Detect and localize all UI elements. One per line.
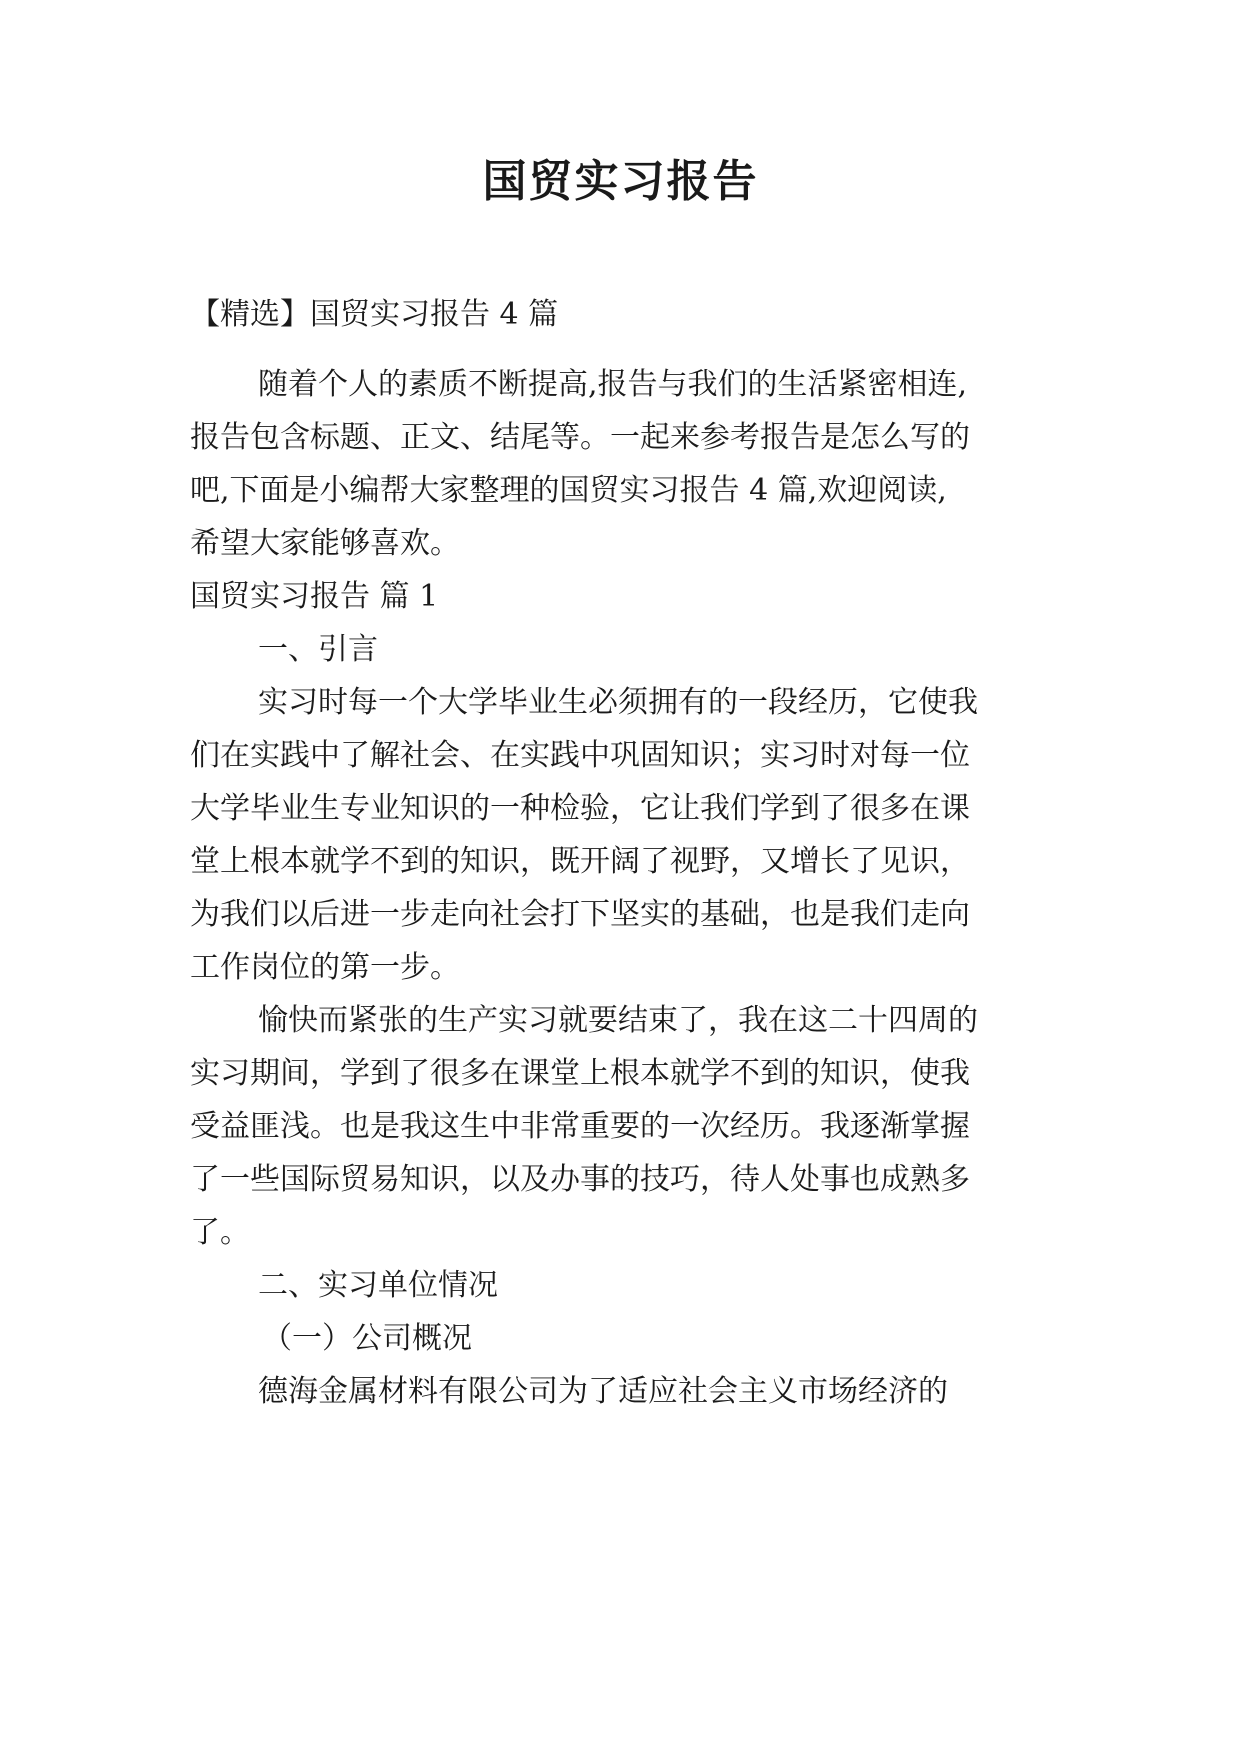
section-heading: 二、实习单位情况 [258, 1268, 498, 1303]
paragraph-line: 工作岗位的第一步。 [190, 950, 460, 985]
part-heading: 国贸实习报告 篇 1 [190, 579, 439, 614]
paragraph-line: 实习期间，学到了很多在课堂上根本就学不到的知识，使我 [190, 1056, 970, 1091]
intro-line: 希望大家能够喜欢。 [190, 526, 460, 561]
paragraph-line: 受益匪浅。也是我这生中非常重要的一次经历。我逐渐掌握 [190, 1109, 970, 1144]
paragraph-line: 愉快而紧张的生产实习就要结束了，我在这二十四周的 [258, 1003, 978, 1038]
paragraph-line: 大学毕业生专业知识的一种检验，它让我们学到了很多在课 [190, 791, 970, 826]
paragraph-line: 实习时每一个大学毕业生必须拥有的一段经历，它使我 [258, 685, 978, 720]
document-subtitle: 【精选】国贸实习报告 4 篇 [190, 297, 559, 332]
document-title: 国贸实习报告 [482, 156, 759, 207]
paragraph-line: 为我们以后进一步走向社会打下坚实的基础，也是我们走向 [190, 897, 970, 932]
section-heading: 一、引言 [258, 632, 378, 667]
intro-line: 吧,下面是小编帮大家整理的国贸实习报告 4 篇,欢迎阅读, [190, 473, 947, 508]
paragraph-line: 德海金属材料有限公司为了适应社会主义市场经济的 [258, 1374, 948, 1409]
subsection-heading: （一）公司概况 [262, 1321, 472, 1356]
paragraph-line: 堂上根本就学不到的知识，既开阔了视野，又增长了见识， [190, 844, 970, 879]
intro-line: 报告包含标题、正文、结尾等。一起来参考报告是怎么写的 [190, 420, 970, 455]
paragraph-line: 们在实践中了解社会、在实践中巩固知识；实习时对每一位 [190, 738, 970, 773]
paragraph-line: 了一些国际贸易知识，以及办事的技巧，待人处事也成熟多 [190, 1162, 970, 1197]
intro-line: 随着个人的素质不断提高,报告与我们的生活紧密相连, [258, 367, 968, 402]
paragraph-line: 了。 [190, 1215, 250, 1250]
